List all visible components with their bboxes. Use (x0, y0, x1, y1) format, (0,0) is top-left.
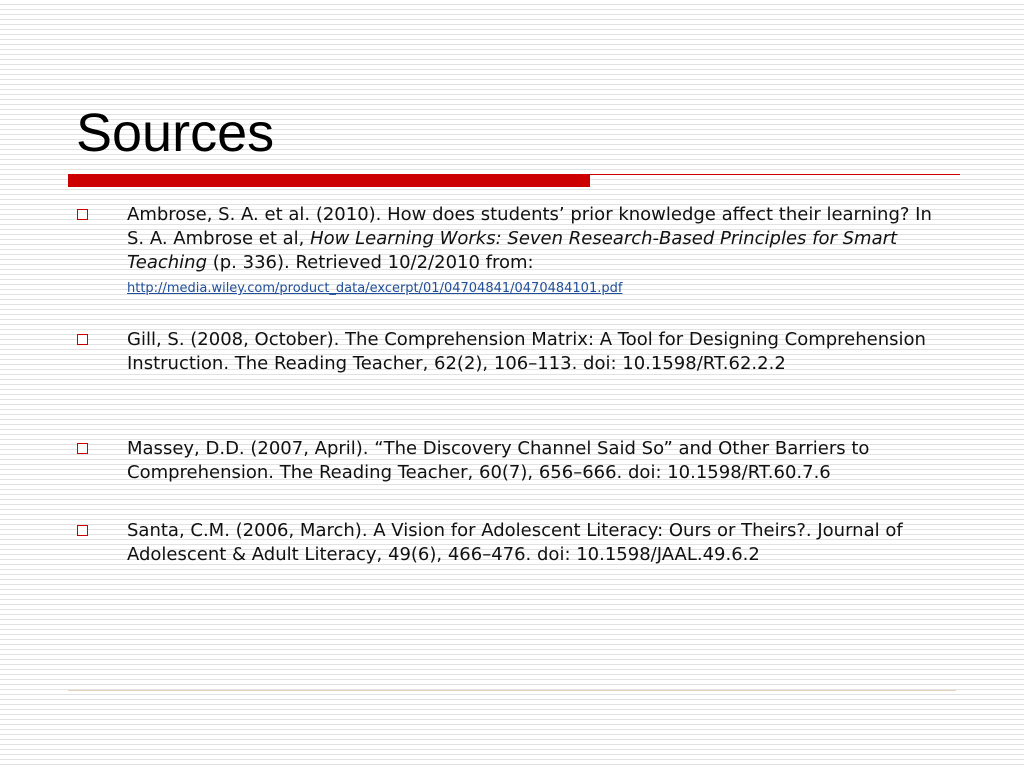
sources-list (75, 203, 945, 567)
source-url-link[interactable]: http://media.wiley.com/product_data/excerpt/01/04704841/0470484101.pdf (127, 281, 623, 296)
source-citation (127, 203, 945, 299)
source-citation: Gill, S. (2008, October). The Comprehension Matrix: A Tool for Designing Comprehension Instruction. The Reading Teacher, 62(2), 106–113. doi: 10.1598/RT.62.2.2 (127, 329, 926, 374)
hollow-square-bullet-icon (77, 525, 88, 536)
source-item (75, 437, 945, 485)
hollow-square-bullet-icon (77, 334, 88, 345)
source-item (75, 519, 945, 567)
source-citation: Massey, D.D. (2007, April). “The Discovery Channel Said So” and Other Barriers to Comprehension. The Reading Teacher, 60(7), 656–666. doi: 10.1598/RT.60.7.6 (127, 438, 870, 483)
footer-divider (68, 690, 956, 691)
slide-title: Sources (76, 103, 275, 163)
book-title: How Learning Works: Seven Research-Based Principles for Smart Teaching (127, 228, 898, 273)
title-underline-bar (68, 174, 590, 187)
citation-text: (p. 336). Retrieved 10/2/2010 from: (207, 252, 534, 273)
title-underline (68, 174, 960, 187)
hollow-square-bullet-icon (77, 209, 88, 220)
source-item (75, 203, 945, 299)
title-underline-line (590, 174, 960, 175)
source-citation: Santa, C.M. (2006, March). A Vision for Adolescent Literacy: Ours or Theirs?. Journal of Adolescent & Adult Literacy, 49(6), 466–476. doi: 10.1598/JAAL.49.6.2 (127, 520, 903, 565)
citation-text: Ambrose, S. A. et al. (2010). How does students’ prior knowledge affect their learning? In S. A. Ambrose et al, (127, 204, 932, 249)
source-item (75, 328, 945, 376)
hollow-square-bullet-icon (77, 443, 88, 454)
